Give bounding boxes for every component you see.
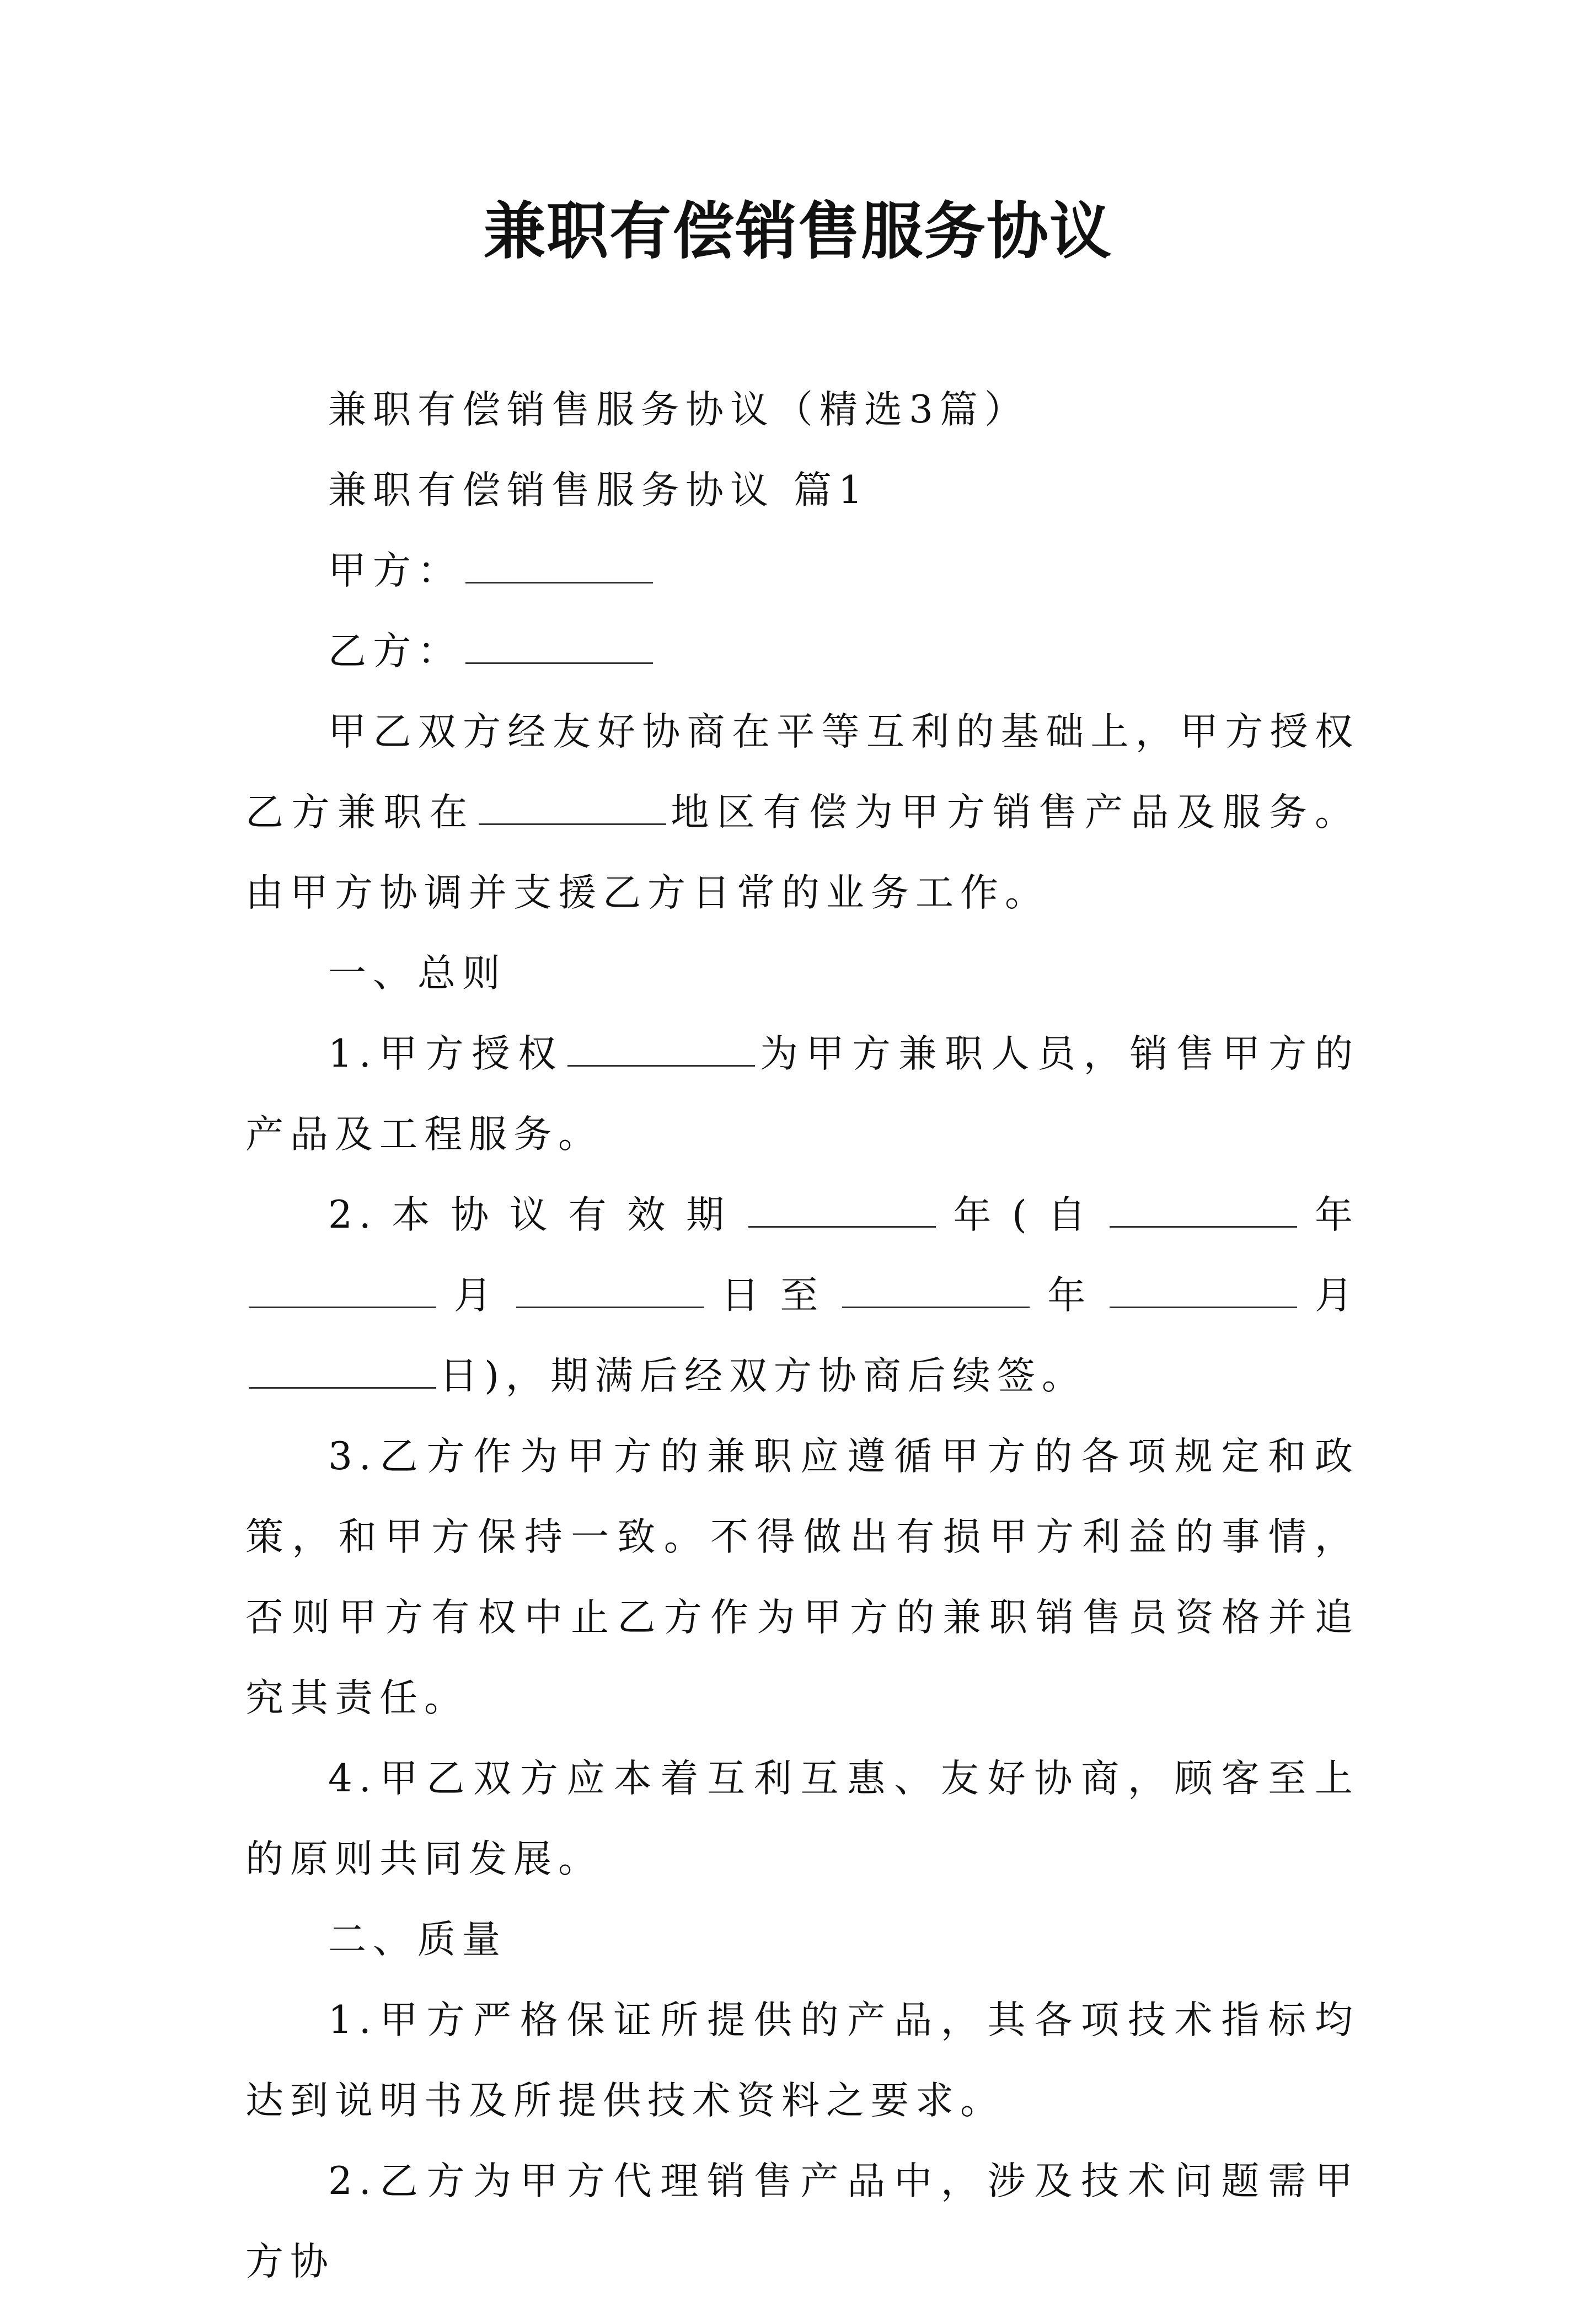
party-b-line [245,611,1359,692]
clause-1-4: 4.甲乙双方应本着互利互惠、友好协商，顾客至上的原则共同发展。 [245,1757,1359,1881]
end-day-blank [249,1386,436,1389]
start-month-blank [249,1306,436,1308]
clause-1-2-text-4: 月 [440,1273,513,1318]
document-subtitle: 兼职有偿销售服务协议（精选3篇） [328,388,1029,432]
clause-1-2-text-7: 月 [1300,1273,1359,1318]
intro-text-2: 地区有偿为甲方销售产品及服务。由甲方协调并支援乙方日常的业务工作。 [245,790,1359,915]
region-blank [479,823,666,825]
clause-1-2-text-5: 日至 [706,1273,839,1318]
clause-1-1-text-1: 1.甲方授权 [328,1032,565,1076]
clause-1-2-text-6: 年 [1033,1273,1107,1318]
heading-general: 一、总则 [328,951,507,995]
clause-1-2-text-8: 日)，期满后经双方协商后续签。 [440,1354,1086,1398]
start-year-blank [1110,1225,1297,1228]
clause-1-2-text-3: 年 [1300,1193,1359,1237]
document-title: 兼职有偿销售服务协议 [484,195,1112,267]
intro-paragraph [245,692,1359,933]
end-year-blank [842,1306,1030,1308]
term-years-blank [748,1225,936,1228]
clause-1-2-text-1: 2.本协议有效期 [328,1193,745,1237]
heading-quality: 二、质量 [328,1918,507,1962]
party-a-blank [465,581,653,583]
clause-1-3: 3.乙方作为甲方的兼职应遵循甲方的各项规定和政策，和甲方保持一致。不得做出有损甲方利益的事情，否则甲方有权中止乙方作为甲方的兼职销售员资格并追究其责任。 [245,1434,1359,1720]
section-heading: 兼职有偿销售服务协议 篇1 [328,468,869,512]
party-b-blank [465,662,653,664]
party-a-label: 甲方： [328,549,462,593]
intro-text-1: 甲乙双方经友好协商在平等互利的基础上，甲方授权乙方兼职在 [245,710,1359,834]
party-b-label: 乙方： [328,629,462,673]
party-a-line [245,531,1359,611]
clause-2-2: 2.乙方为甲方代理销售产品中，涉及技术问题需甲方协 [245,2159,1359,2284]
clause-2-1: 1.甲方严格保证所提供的产品，其各项技术指标均达到说明书及所提供技术资料之要求。 [245,1998,1359,2123]
clause-1-1-text-2: 为甲方兼职人员，销售甲方的产品及工程服务。 [245,1032,1359,1157]
clause-1-2-text-2: 年(自 [939,1193,1107,1237]
clause-1-2 [245,1175,1359,1416]
document-body [245,370,1359,2302]
authorized-person-blank [567,1064,755,1067]
start-day-blank [516,1306,704,1308]
end-month-blank [1110,1306,1297,1308]
clause-1-1 [245,1014,1359,1175]
